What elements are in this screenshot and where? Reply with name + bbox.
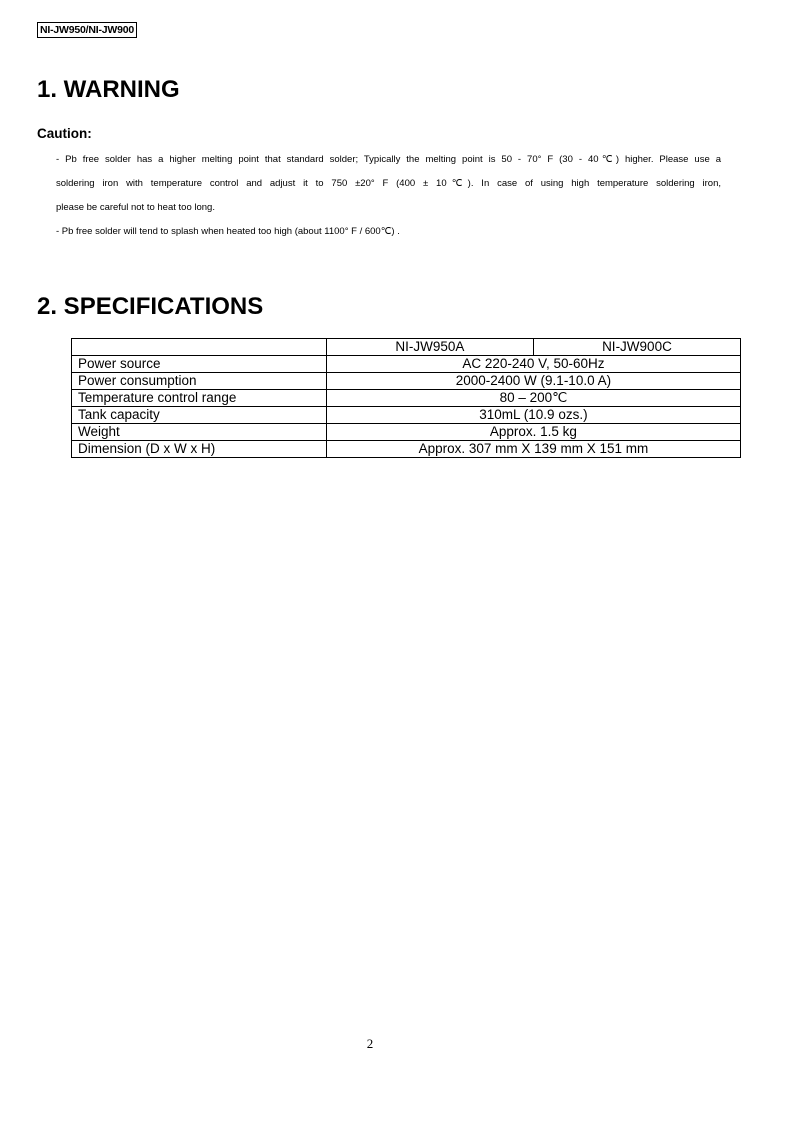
caution-line: please be careful not to heat too long. bbox=[56, 202, 215, 213]
row-label: Temperature control range bbox=[72, 390, 327, 407]
table-row bbox=[72, 424, 741, 441]
model-header-c: NI-JW900C bbox=[533, 339, 740, 356]
table-row bbox=[72, 356, 741, 373]
header-empty-cell bbox=[72, 339, 327, 356]
model-header-a: NI-JW950A bbox=[326, 339, 533, 356]
row-value: 2000-2400 W (9.1-10.0 A) bbox=[326, 373, 740, 390]
warning-title: 1. WARNING bbox=[37, 76, 180, 103]
table-row bbox=[72, 441, 741, 458]
row-label: Dimension (D x W x H) bbox=[72, 441, 327, 458]
row-value: Approx. 307 mm X 139 mm X 151 mm bbox=[326, 441, 740, 458]
caution-line: - Pb free solder will tend to splash when heated too high (about 1100° F / 600℃) . bbox=[56, 226, 400, 237]
caution-line: - Pb free solder has a higher melting point that standard solder; Typically the melting point is 50 - 70° F (30 - 40℃) higher. Please use a bbox=[56, 154, 721, 165]
table-row bbox=[72, 407, 741, 424]
caution-body bbox=[56, 148, 721, 244]
row-value: 310mL (10.9 ozs.) bbox=[326, 407, 740, 424]
page-number: 2 bbox=[366, 1036, 374, 1051]
table-row bbox=[72, 390, 741, 407]
table-header-row bbox=[72, 339, 741, 356]
model-tag: NI-JW950/NI-JW900 bbox=[37, 22, 137, 38]
row-value: AC 220-240 V, 50-60Hz bbox=[326, 356, 740, 373]
row-value: 80 – 200℃ bbox=[326, 390, 740, 407]
specifications-table bbox=[71, 338, 741, 458]
row-label: Tank capacity bbox=[72, 407, 327, 424]
specifications-title: 2. SPECIFICATIONS bbox=[37, 293, 264, 320]
row-label: Power source bbox=[72, 356, 327, 373]
caution-line: soldering iron with temperature control and adjust it to 750 ±20° F (400 ± 10℃). In case of using high temperature soldering iron, bbox=[56, 178, 721, 189]
row-value: Approx. 1.5 kg bbox=[326, 424, 740, 441]
row-label: Power consumption bbox=[72, 373, 327, 390]
caution-label: Caution: bbox=[37, 126, 92, 141]
table-row bbox=[72, 373, 741, 390]
row-label: Weight bbox=[72, 424, 327, 441]
